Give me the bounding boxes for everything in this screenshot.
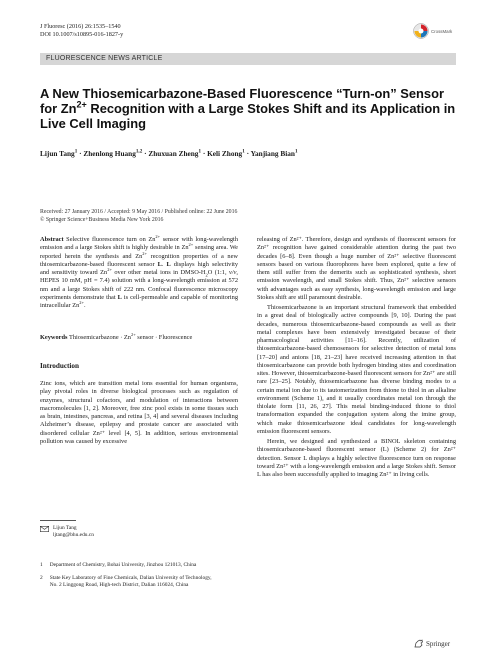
- abstract-text: O (1:1,: [207, 269, 229, 276]
- intro-paragraph: Zinc ions, which are transition metal ions essential for human organisms, play pivotal roles in diverse biological processes such as regulation of enzymes, structural cofactors, and modulation of interactions between macromolecules [1, 2]. Moreover, free zinc pool exists in some tissues such as brain, intestines, pancreas, and retina [3, 4] and several diseases including Alzheimer’s disease, epilepsy and prostate cancer are associated with disordered cellular Zn²⁺ level [4, 5]. In addition, serious environmental pollution was caused by excessive: [40, 380, 238, 445]
- article-title: [40, 86, 460, 131]
- keywords-label: Keywords: [40, 334, 68, 341]
- footnote-text: Department of Chemistry, Bohai University, Jinzhou 121013, China: [49, 562, 197, 568]
- body-paragraph: Herein, we designed and synthesized a BINOL skeleton containing thiosemicarbazone-based fluorescent sensor (L) (Scheme 2) for Zn²⁺ detection. Sensor L displays a highly selective fluorescence turn on response toward Zn²⁺ with a long-wavelength emission and a large Stokes shift. Sensor L has also been successfully applied to imaging Zn²⁺ in living cells.: [257, 438, 456, 478]
- publisher-logo: [414, 639, 450, 648]
- author-name: Lijun Tang: [40, 149, 75, 158]
- abstract-text: Selective fluorescence turn on Zn: [63, 236, 156, 243]
- author-affiliation: 1: [294, 148, 298, 155]
- body-paragraph: releasing of Zn²⁺. Therefore, design and synthesis of fluorescent sensors for Zn²⁺ recognition have gained considerable attention during the past two decades [6–8]. Even though a huge number of Zn²⁺ selective fluorescent sensors based on various fluorophores have been explored, quite a few of them still suffer from the demerits such as sophisticated synthesis, short emission wavelength, and small Stokes shift. Thus, Zn²⁺ selective sensors with advantages such as easy synthesis, long-wavelength emission and large Stokes shift are still paramount desirable.: [257, 236, 456, 301]
- footnote-text: State Key Laboratory of Fine Chemicals, Dalian University of Technology, No. 2 Linggong Road, High-tech District, Dalian 116024, China: [49, 575, 212, 588]
- ratio-units: v/v: [229, 269, 237, 276]
- author-name: Yanjiang Bian: [250, 149, 295, 158]
- abstract-text: sensing area. We reported herein the synthesis and Zn: [40, 244, 238, 260]
- keywords-text: Thiosemicarbazone · Zn: [67, 334, 131, 341]
- abstract-text: , HEPES 10 mM, pH = 7.4) solution with a long-wavelength emission at 572 nm and a large Stokes shift of 222 nm. Confocal fluorescence microscopy experiments demonstrate that: [40, 269, 238, 301]
- corresponding-author-name: Lijun Tang: [53, 525, 77, 531]
- crossmark-badge[interactable]: [413, 21, 463, 41]
- section-heading-introduction: Introduction: [40, 362, 80, 370]
- superscript: 2+: [142, 250, 148, 256]
- abstract-text: recognition properties of a new thiosemicarbazone-based fluorescent sensor: [40, 252, 239, 268]
- abstract-text: over other metal ions in DMSO-H: [111, 269, 206, 276]
- publisher-name: Springer: [426, 639, 451, 648]
- sensor-symbol: L: [117, 293, 122, 301]
- footnote-divider: [40, 520, 76, 521]
- sensor-symbol: L: [166, 260, 171, 268]
- dates-line: Received: 27 January 2016 / Accepted: 9 May 2016 / Published online: 22 June 2016: [40, 209, 238, 215]
- abstract-text: .: [161, 260, 167, 268]
- author-name: Keli Zhong: [207, 149, 243, 158]
- footnote-affiliation-2: [40, 575, 238, 589]
- author-affiliation: 1: [242, 148, 245, 155]
- springer-horse-icon: [414, 639, 424, 648]
- footnote-affiliation-1: [40, 562, 238, 569]
- author-affiliation: 1: [74, 148, 78, 155]
- corresponding-author-email[interactable]: ljtang@bhu.edu.cn: [53, 532, 94, 538]
- right-column: [257, 236, 456, 479]
- author-list: Lijun Tang$^1$ · Zhenlong Huang$^{1,2}$ · Zhuxuan Zheng$^1$ · Keli Zhong$^1$ · Yanjiang Bian$^1$: [40, 148, 298, 158]
- title-part2: Recognition with a Large Stokes Shift and its Application in Live Cell Imaging: [40, 101, 456, 131]
- envelope-icon: [40, 526, 49, 532]
- journal-citation: J Fluoresc (2016) 26:1535–1540: [40, 23, 121, 30]
- publication-dates: [40, 209, 460, 224]
- abstract-text: sensor with long-wavelength emission and a large Stokes shift is highly desirable in Zn: [40, 236, 238, 252]
- keywords-text: sensor · Fluorescence: [135, 334, 193, 341]
- title-part1: A New Thiosemicarbazone-Based Fluorescence “Turn-on” Sensor for Zn: [40, 86, 444, 116]
- crossmark-icon: [413, 23, 429, 39]
- article-type-label: FLUORESCENCE NEWS ARTICLE: [46, 55, 163, 62]
- author-affiliation: 1: [198, 148, 202, 155]
- abstract-label: Abstract: [40, 236, 64, 243]
- superscript: 2+: [107, 266, 112, 272]
- superscript: 2+: [130, 331, 136, 337]
- author-name: Zhuxuan Zheng: [148, 149, 199, 158]
- body-paragraph: Thiosemicarbazone is an important structural framework that embedded in a great deal of biologically active compounds [9, 10]. During the past decades, numerous thiosemicarbazone-based compounds as well as their metal complexes have been extensively investigated because of their pharmacological activities [11–16]. Recently, utilization of thiosemicarbazone-based chemosensors for selective detection of metal ions [17–20] and anions [18, 21–23] have received increasing attention in that thiosemicarbazone can provide both hydrogen binding sites and coordination sites. However, thiosemicarbazone-based fluorescent sensors for Zn²⁺ are still rare [23–25]. Notably, thiosemicarbazone has diverse binding modes to a certain metal ion due to its tautomerization from thione to thiol in an alkaline environment (Scheme 1), and it usually coordinates metal ion through the thiolate form [11, 26, 27]. This metal binding-induced thione to thiol transformation expanded the conjugation system along the imine group, which make thiosemicarbazone ideal candidates for long-wavelength emission fluorescent sensors.: [257, 304, 456, 435]
- superscript: 2+: [79, 299, 85, 305]
- abstract-text: is cell-permeable and capable of monitoring intracellular Zn: [40, 293, 238, 309]
- copyright-line: © Springer Science+Business Media New York 2016: [40, 216, 164, 223]
- footnote-number: 2: [40, 575, 43, 581]
- superscript: 2+: [188, 242, 194, 248]
- abstract-text: displays high selectivity and sensitivity toward Zn: [40, 260, 239, 276]
- title-sup: 2+: [76, 99, 87, 110]
- superscript: 2+: [155, 233, 161, 239]
- doi[interactable]: DOI 10.1007/s10895-016-1827-y: [40, 31, 124, 38]
- author-name: Zhenlong Huang: [83, 149, 136, 158]
- sensor-symbol: L: [157, 260, 162, 268]
- crossmark-label: CrossMark: [431, 28, 453, 34]
- subscript: 2: [205, 272, 208, 278]
- keywords: [40, 331, 238, 342]
- abstract: Abstract Selective fluorescence turn on $Zn^{2+}$ sensor with long-wavelength emission and a large Stokes shift is highly desirable in $Zn^{2+}$ sensing area. We reported herein the synthesis and $Zn^{2+}$ recognition properties of a new thiosemicarbazone-based fluorescent sensor L. L displays high selectivity and sensitivity toward $Zn^{2+}$ over other metal ions in DMSO-$H_2O$ (1:1, v/v, HEPES 10 mM, pH = 7.4) solution with a long-wavelength emission at 572 nm and a large Stokes shift of 222 nm. Confocal fluorescence microscopy experiments demonstrate that L is cell-permeable and capable of monitoring intracellular $Zn^{2+}$.: [40, 233, 239, 309]
- author-affiliation: 1,2: [135, 148, 143, 155]
- footnote-number: 1: [40, 562, 43, 568]
- corresponding-author: [40, 525, 220, 539]
